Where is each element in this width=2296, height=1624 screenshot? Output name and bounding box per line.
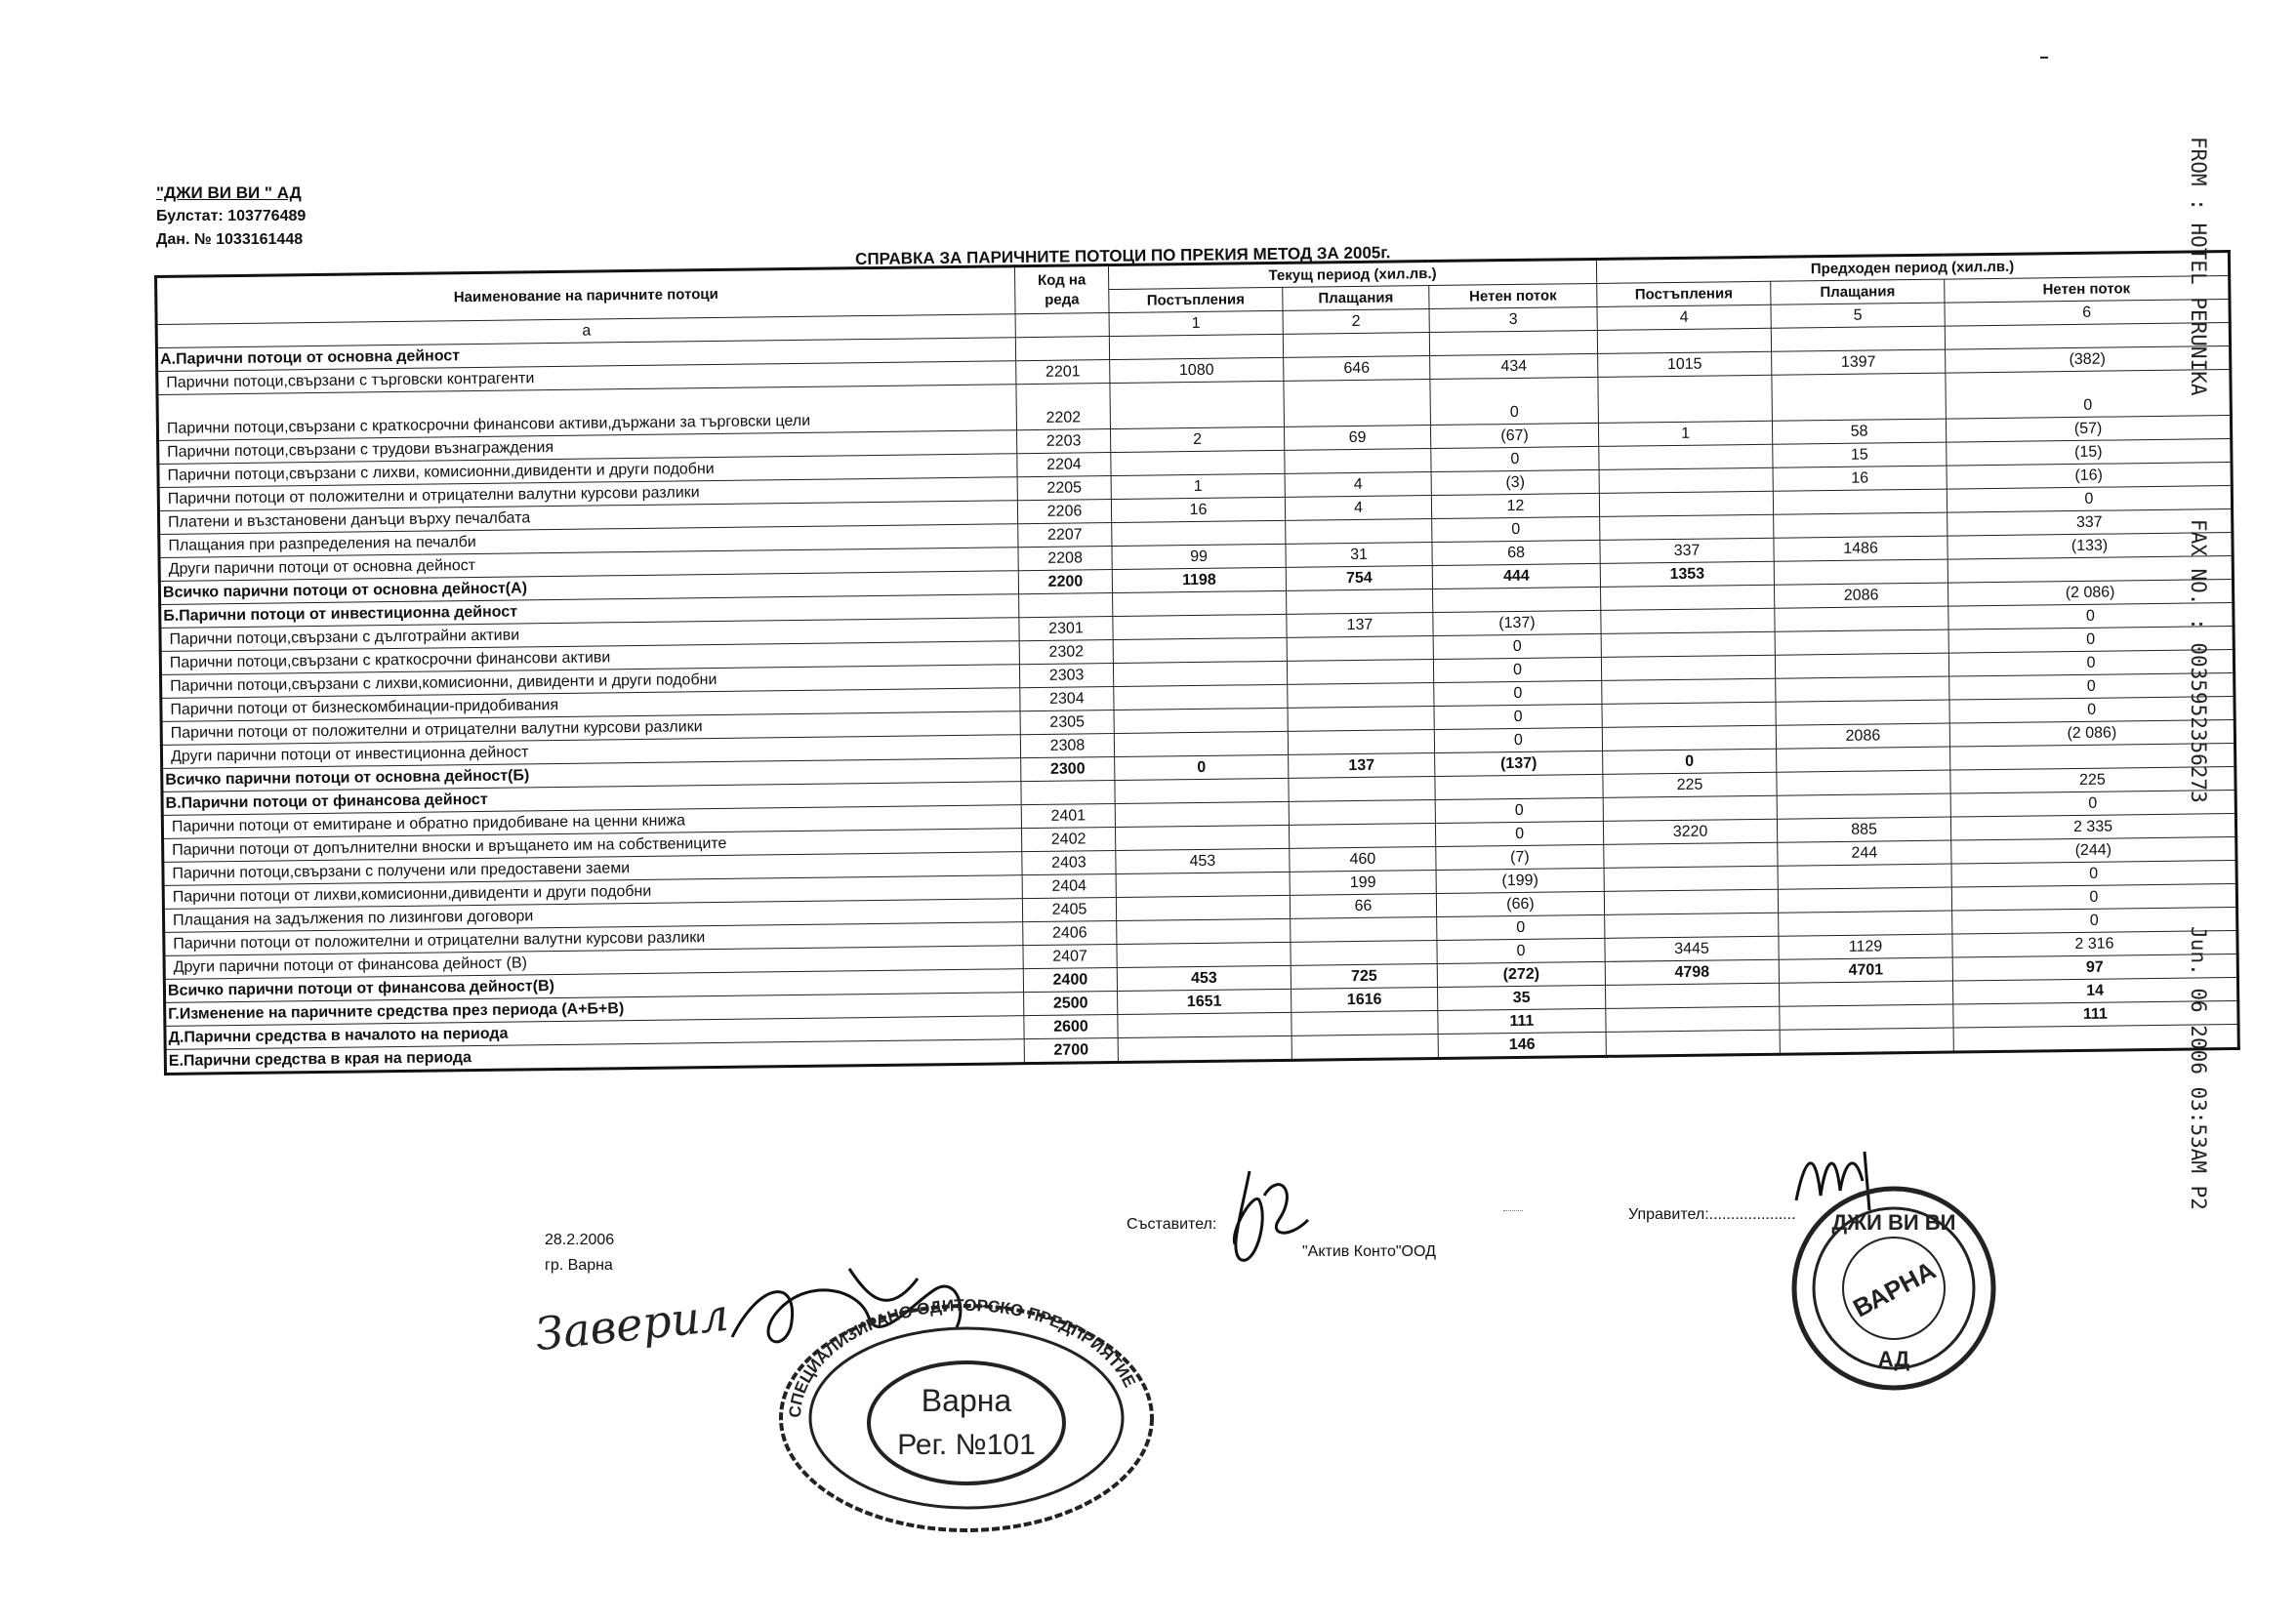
stamp-company-city: ВАРНА [1848, 1255, 1941, 1323]
value-cell-r2: 337 [1600, 538, 1774, 563]
row-name: Плащания при разпределения на печалби [159, 524, 1018, 558]
value-cell-n2: 2 316 [1952, 930, 2237, 957]
row-code: 2206 [1017, 500, 1111, 524]
row-name: В.Парични потоци от финансова дейност [162, 782, 1021, 816]
value-cell-r2 [1597, 328, 1771, 353]
value-cell-p1: 69 [1284, 426, 1430, 451]
stamp-city: Варна [921, 1383, 1012, 1418]
value-cell-n2: 0 [1949, 696, 2234, 723]
value-cell-n2: 0 [1951, 860, 2236, 887]
row-name: Всичко парични потоци от основна дейност(А) [159, 571, 1018, 605]
compiler-label: Съставител: [1127, 1216, 1217, 1233]
value-cell-n1 [1435, 774, 1603, 799]
value-cell-p2: 4701 [1779, 957, 1952, 983]
row-code: 2300 [1021, 757, 1115, 782]
value-cell-p1: 4 [1285, 472, 1431, 498]
value-cell-p2 [1776, 700, 1949, 725]
row-code: 2302 [1019, 640, 1113, 665]
report-date-block [545, 1228, 614, 1279]
value-cell-p1 [1289, 824, 1435, 849]
value-cell-n2: 337 [1948, 509, 2233, 537]
index-cell: 6 [1945, 300, 2230, 327]
value-cell-p2 [1777, 793, 1950, 819]
value-cell-r1 [1110, 381, 1285, 428]
company-bulstat: Булстат: 103776489 [156, 208, 307, 224]
value-cell-r2 [1602, 702, 1776, 727]
value-cell-n2: (15) [1947, 439, 2232, 467]
row-name: Парични потоци,свързани с получени или предоставени заеми [163, 852, 1022, 886]
value-cell-n2: (244) [1951, 836, 2236, 864]
header-current-receipts: Постъпления [1109, 287, 1283, 312]
value-cell-n1: 0 [1433, 633, 1601, 659]
value-cell-r2 [1604, 842, 1778, 868]
row-code: 2205 [1017, 476, 1111, 501]
value-cell-r1: 1198 [1112, 567, 1286, 592]
row-code: 2407 [1023, 945, 1117, 969]
value-cell-r2 [1599, 491, 1773, 516]
value-cell-p1: 31 [1286, 543, 1432, 568]
value-cell-n1: (67) [1430, 423, 1598, 448]
index-cell: 3 [1429, 306, 1597, 332]
value-cell-r1 [1117, 918, 1291, 944]
value-cell-p1 [1285, 449, 1431, 474]
fax-header: FROM : HOTEL PERUNIKA FAX NO. : 0035952356273 Jun. 06 2006 03:53AM P2 [2187, 137, 2210, 1210]
value-cell-n1: (66) [1436, 891, 1604, 916]
company-tax-number: Дан. № 1033161448 [156, 231, 304, 248]
value-cell-p1 [1291, 940, 1437, 965]
row-name: Парични потоци,свързани с дълготрайни активи [160, 618, 1019, 652]
row-name: Парични потоци от положителни и отрицателни валутни курсови разлики [164, 922, 1023, 956]
value-cell-r1 [1112, 520, 1286, 546]
header-name: Наименование на паричните потоци [156, 266, 1016, 325]
value-cell-p1 [1288, 730, 1434, 755]
row-name: Парични потоци от бизнескомбинации-придобивания [161, 688, 1020, 722]
value-cell-r2 [1601, 585, 1775, 610]
header-prior-receipts: Постъпления [1597, 281, 1771, 306]
value-cell-r2: 4798 [1605, 959, 1779, 985]
value-cell-r2: 3220 [1603, 819, 1777, 844]
row-name: Парични потоци от положителни и отрицателни валутни курсови разлики [158, 477, 1017, 511]
company-stamp [1786, 1181, 2001, 1396]
value-cell-p1: 460 [1290, 847, 1436, 873]
value-cell-n1: 35 [1438, 985, 1606, 1010]
value-cell-n1: 444 [1432, 563, 1600, 589]
value-cell-n1: 0 [1435, 821, 1603, 846]
value-cell-r1 [1109, 334, 1283, 359]
stamp-reg-number: Рег. №101 [897, 1429, 1036, 1461]
row-name: Парични потоци,свързани с лихви,комисионни, дивиденти и други подобни [161, 665, 1020, 699]
value-cell-r2: 3445 [1605, 936, 1779, 961]
value-cell-p2 [1780, 1004, 1953, 1030]
value-cell-p1 [1291, 917, 1437, 943]
row-name: Плащания на задължения по лизингови договори [163, 899, 1022, 933]
value-cell-p2 [1776, 676, 1949, 702]
row-code: 2207 [1018, 523, 1112, 548]
value-cell-n1: 68 [1432, 540, 1600, 565]
value-cell-n1: 0 [1431, 446, 1599, 471]
value-cell-p2: 58 [1772, 419, 1946, 444]
row-code: 2401 [1021, 804, 1115, 829]
value-cell-n1: 0 [1435, 797, 1603, 823]
value-cell-p2 [1774, 512, 1948, 538]
value-cell-p1 [1287, 589, 1433, 615]
row-code: 2700 [1024, 1037, 1118, 1063]
value-cell-p2: 244 [1778, 840, 1951, 866]
value-cell-p2 [1778, 887, 1951, 913]
value-cell-p1 [1292, 1034, 1438, 1060]
cash-flow-rows [156, 323, 2238, 1075]
value-cell-r1: 453 [1116, 848, 1290, 873]
value-cell-n1: 0 [1434, 727, 1602, 752]
value-cell-n2: (2 086) [1948, 580, 2233, 607]
value-cell-r1 [1115, 778, 1289, 803]
value-cell-p1: 725 [1291, 963, 1437, 989]
value-cell-p2 [1771, 326, 1945, 351]
value-cell-n2: 0 [1948, 603, 2234, 630]
row-name: Парични потоци,свързани с краткосрочни финансови активи [160, 641, 1019, 675]
value-cell-p1: 4 [1285, 496, 1431, 521]
value-cell-r2: 0 [1603, 749, 1777, 774]
value-cell-n2: 0 [1946, 370, 2232, 420]
value-cell-r2: 1353 [1600, 561, 1774, 587]
value-cell-n1: 12 [1431, 493, 1599, 518]
value-cell-r1 [1113, 590, 1287, 616]
value-cell-r2 [1606, 1030, 1780, 1056]
value-cell-p1: 646 [1284, 356, 1430, 382]
value-cell-n2: 2 335 [1950, 813, 2235, 840]
compiler-signature [1210, 1161, 1318, 1269]
index-cell: 4 [1597, 304, 1771, 330]
value-cell-r1: 16 [1111, 497, 1285, 522]
value-cell-r1 [1114, 708, 1288, 733]
value-cell-r1: 1080 [1110, 357, 1284, 383]
stamp-ring-text: СПЕЦИАЛИЗИРАНО ОДИТОРСКО ПРЕДПРИЯТИЕ [785, 1296, 1139, 1419]
value-cell-r2: 1 [1598, 421, 1772, 446]
value-cell-p2 [1779, 911, 1952, 936]
row-name: Парични потоци,свързани с трудови възнаграждения [158, 430, 1017, 465]
value-cell-n1: 0 [1430, 377, 1599, 425]
value-cell-p1 [1292, 1010, 1438, 1035]
row-name: Е.Парични средства в края на периода [165, 1039, 1024, 1075]
row-name: Други парични потоци от финансова дейност (В) [164, 946, 1023, 980]
handwritten-note: Заверил [532, 1287, 731, 1361]
value-cell-n1: 0 [1434, 680, 1602, 706]
value-cell-p1 [1287, 660, 1433, 685]
row-name: Парични потоци,свързани с търговски контрагенти [157, 361, 1016, 395]
value-cell-p1 [1288, 707, 1434, 732]
value-cell-n2: (57) [1946, 416, 2231, 443]
value-cell-p1 [1284, 380, 1431, 427]
value-cell-p2: 2086 [1776, 723, 1949, 749]
value-cell-p1 [1287, 636, 1433, 662]
value-cell-p2: 1129 [1779, 934, 1952, 959]
value-cell-p2 [1774, 559, 1948, 585]
value-cell-r2 [1599, 467, 1773, 493]
row-code: 2305 [1020, 710, 1114, 735]
value-cell-p2: 16 [1773, 466, 1947, 491]
row-code: 2404 [1022, 874, 1116, 899]
value-cell-r2 [1606, 1006, 1780, 1032]
value-cell-r1 [1113, 614, 1287, 639]
value-cell-r2 [1603, 795, 1777, 821]
row-code [1015, 337, 1109, 361]
row-code: 2400 [1023, 968, 1117, 993]
value-cell-n1: 111 [1438, 1008, 1606, 1034]
row-code: 2406 [1023, 921, 1117, 946]
row-name: Г.Изменение на паричните средства през периода (А+Б+В) [165, 993, 1024, 1027]
row-code: 2201 [1016, 360, 1110, 385]
value-cell-n1: (199) [1436, 868, 1604, 893]
value-cell-r1 [1118, 1035, 1292, 1062]
value-cell-r1: 453 [1117, 965, 1291, 991]
value-cell-r2: 1015 [1598, 351, 1772, 377]
value-cell-n2: 0 [1947, 486, 2232, 513]
value-cell-r1 [1117, 942, 1291, 967]
header-prior-net: Нетен поток [1945, 276, 2230, 304]
row-code: 2308 [1020, 734, 1114, 758]
value-cell-n1: 0 [1437, 914, 1605, 940]
row-code: 2402 [1021, 828, 1115, 852]
value-cell-p2 [1773, 489, 1947, 514]
value-cell-n1 [1433, 587, 1601, 612]
value-cell-p2 [1775, 606, 1948, 631]
value-cell-p2 [1775, 653, 1948, 678]
cash-flow-table [154, 250, 2240, 1076]
value-cell-r2 [1598, 375, 1773, 423]
row-code: 2500 [1024, 992, 1118, 1016]
row-name: Други парични потоци от основна дейност [159, 548, 1018, 582]
value-cell-n1 [1429, 330, 1597, 355]
value-cell-p2 [1777, 747, 1950, 772]
row-name: Парични потоци от емитиране и обратно придобиване на ценни книжа [162, 805, 1021, 839]
row-name: А.Парични потоци от основна дейност [156, 338, 1015, 372]
header-current-period: Текущ период (хил.лв.) [1108, 259, 1596, 289]
header-prior-period: Предходен период (хил.лв.) [1596, 252, 2229, 284]
index-cell: 1 [1109, 310, 1283, 336]
value-cell-r2 [1604, 889, 1778, 914]
row-code [1021, 781, 1115, 805]
value-cell-n2: 14 [1952, 977, 2237, 1004]
value-cell-r1: 2 [1110, 426, 1284, 452]
value-cell-p1: 754 [1286, 566, 1432, 591]
value-cell-n2: 0 [1950, 790, 2235, 817]
auditor-stamp [771, 1296, 1162, 1540]
manager-label: Управител:.................... [1628, 1206, 1796, 1223]
report-date: 28.2.2006 [545, 1232, 615, 1248]
value-cell-p2 [1780, 1028, 1953, 1054]
index-cell [1015, 313, 1109, 338]
value-cell-p2 [1778, 864, 1951, 889]
compiler-firm: "Актив Конто"ООД [1302, 1243, 1436, 1260]
value-cell-p1 [1283, 333, 1429, 358]
row-code: 2304 [1020, 687, 1114, 711]
value-cell-r2 [1601, 608, 1775, 633]
value-cell-p1: 137 [1287, 613, 1433, 638]
value-cell-r1 [1118, 1012, 1292, 1037]
value-cell-r1 [1113, 637, 1287, 663]
value-cell-p2: 1486 [1774, 536, 1948, 561]
value-cell-r1 [1113, 661, 1287, 686]
row-name: Всичко парични потоци от основна дейност(Б) [162, 758, 1021, 792]
value-cell-r1: 1 [1111, 473, 1285, 499]
report-city: гр. Варна [545, 1257, 613, 1274]
value-cell-r2 [1604, 866, 1778, 891]
row-code: 2403 [1022, 851, 1116, 875]
row-name: Всичко парични потоци от финансова дейност(В) [164, 969, 1023, 1003]
company-header [156, 182, 306, 252]
index-cell: 2 [1283, 309, 1429, 335]
header-current-net: Нетен поток [1429, 283, 1597, 308]
row-code: 2405 [1022, 898, 1116, 922]
value-cell-r1: 1651 [1118, 989, 1292, 1014]
value-cell-n2: (382) [1946, 346, 2231, 374]
value-cell-r1 [1116, 895, 1290, 920]
value-cell-n2: 0 [1949, 673, 2234, 701]
row-name: Парични потоци от положителни и отрицателни валутни курсови разлики [161, 711, 1020, 746]
row-name: Б.Парични потоци от инвестиционна дейност [160, 594, 1019, 629]
row-name: Платени и възстановени данъци върху печалбата [158, 501, 1017, 535]
row-code: 2600 [1024, 1015, 1118, 1039]
row-name: Парични потоци,свързани с краткосрочни финансови активи,държани за търговски цели [157, 385, 1017, 441]
value-cell-p1 [1286, 519, 1432, 545]
value-cell-r1 [1114, 731, 1288, 756]
value-cell-p1 [1288, 683, 1434, 709]
value-cell-p2: 1397 [1772, 349, 1946, 375]
value-cell-r2 [1601, 631, 1775, 657]
value-cell-r1 [1115, 825, 1289, 850]
row-code [1019, 593, 1113, 618]
value-cell-n1: (7) [1436, 844, 1604, 870]
value-cell-n2: 97 [1952, 954, 2237, 981]
value-cell-p1 [1289, 777, 1435, 802]
value-cell-n1: 434 [1430, 353, 1598, 379]
value-cell-p2 [1772, 373, 1947, 421]
value-cell-n1: 0 [1434, 704, 1602, 729]
row-name: Парични потоци от допълнителни вноски и връщането им на собствениците [163, 829, 1022, 863]
value-cell-p2 [1777, 770, 1950, 795]
value-cell-p1: 1616 [1292, 987, 1438, 1012]
header-prior-payments: Плащания [1771, 279, 1945, 304]
value-cell-p1 [1289, 800, 1435, 826]
row-code: 2200 [1018, 570, 1112, 594]
value-cell-n1: (137) [1435, 751, 1603, 776]
value-cell-r1 [1114, 684, 1288, 710]
value-cell-r1: 99 [1112, 544, 1286, 569]
row-name: Д.Парични средства в началото на периода [165, 1016, 1024, 1050]
value-cell-r1 [1111, 450, 1285, 475]
value-cell-n2: 0 [1948, 650, 2234, 677]
header-current-payments: Плащания [1283, 286, 1429, 311]
value-cell-n1: 0 [1437, 938, 1605, 963]
row-code: 2204 [1017, 453, 1111, 477]
row-code: 2208 [1018, 547, 1112, 571]
value-cell-r2 [1605, 913, 1779, 938]
value-cell-r1 [1116, 872, 1290, 897]
value-cell-r1 [1115, 801, 1289, 827]
value-cell-p2: 2086 [1774, 583, 1948, 608]
row-name: Парични потоци,свързани с лихви, комисионни,дивиденти и други подобни [158, 454, 1017, 488]
value-cell-r2: 225 [1603, 772, 1777, 797]
value-cell-r1: 0 [1115, 754, 1289, 780]
value-cell-n2: 0 [1951, 883, 2236, 911]
value-cell-n2: 0 [1952, 907, 2237, 934]
value-cell-n1: 0 [1432, 516, 1600, 542]
value-cell-n1: (137) [1433, 610, 1601, 635]
row-code: 2303 [1019, 664, 1113, 688]
value-cell-n2: 111 [1953, 1000, 2238, 1028]
value-cell-n2: (16) [1947, 463, 2232, 490]
document-title: СПРАВКА ЗА ПАРИЧНИТЕ ПОТОЦИ ПО ПРЕКИЯ МЕТОД ЗА 2005г. [855, 243, 1391, 268]
scan-speck [2040, 57, 2048, 59]
row-code: 2301 [1019, 617, 1113, 641]
value-cell-p1: 199 [1290, 871, 1436, 896]
scan-speck [1503, 1210, 1523, 1211]
value-cell-p2: 885 [1777, 817, 1950, 842]
value-cell-n1: (3) [1431, 469, 1599, 495]
value-cell-n1: 0 [1433, 657, 1601, 682]
value-cell-r2 [1602, 678, 1776, 704]
value-cell-r2 [1601, 655, 1775, 680]
row-code: 2203 [1017, 429, 1111, 454]
stamp-company-form: АД [1877, 1347, 1910, 1371]
value-cell-n2: 225 [1950, 766, 2235, 793]
stamp-company: ДЖИ ВИ ВИ [1831, 1210, 1956, 1235]
value-cell-n1: (272) [1437, 961, 1605, 987]
value-cell-p2: 15 [1773, 442, 1947, 467]
row-name: Други парични потоци от инвестиционна дейност [161, 735, 1020, 769]
value-cell-n1: 146 [1438, 1032, 1606, 1058]
header-code: Код на реда [1014, 265, 1109, 314]
value-cell-r2 [1602, 725, 1776, 751]
cash-flow-sheet [154, 250, 2237, 1076]
value-cell-p2 [1775, 629, 1948, 655]
index-cell: 5 [1771, 303, 1945, 328]
value-cell-r2 [1599, 444, 1773, 469]
value-cell-r2 [1600, 514, 1774, 540]
index-cell: а [156, 314, 1015, 348]
value-cell-p1: 66 [1290, 894, 1436, 919]
row-name: Парични потоци от лихви,комисионни,дивиденти и други подобни [163, 875, 1022, 910]
company-name: "ДЖИ ВИ ВИ " АД [156, 183, 302, 202]
value-cell-p2 [1779, 981, 1952, 1006]
value-cell-n2: (2 086) [1949, 719, 2234, 747]
value-cell-r2 [1605, 983, 1779, 1008]
row-code: 2202 [1016, 384, 1111, 430]
value-cell-n2: (133) [1948, 533, 2233, 560]
value-cell-n2: 0 [1948, 627, 2234, 654]
value-cell-p1: 137 [1289, 753, 1435, 779]
